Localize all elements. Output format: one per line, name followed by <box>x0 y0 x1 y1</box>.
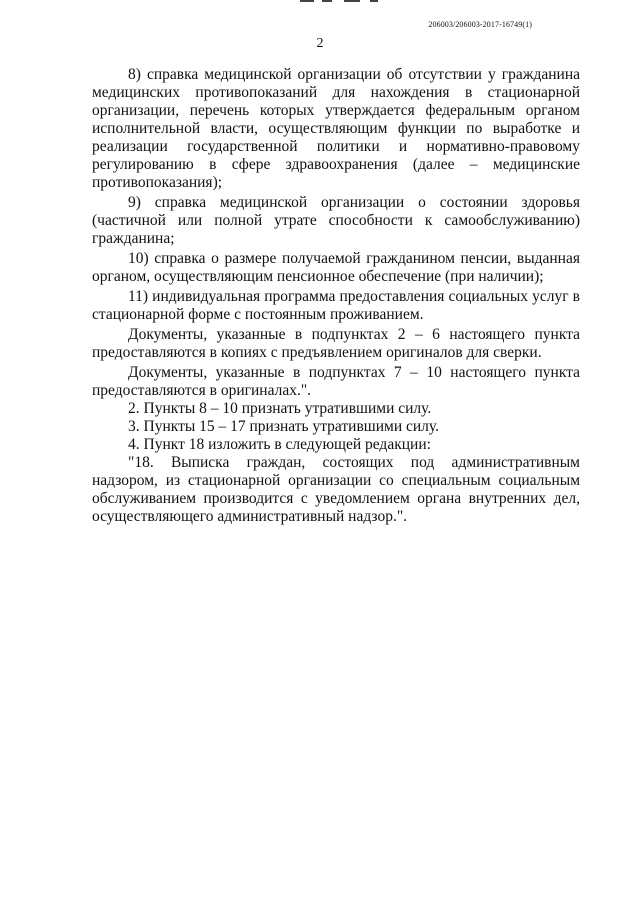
page-number: 2 <box>316 36 324 51</box>
document-number: 206003/206003-2017-16749(1) <box>428 20 532 29</box>
scan-artifact-mark <box>300 0 390 3</box>
paragraph-point-4: 4. Пункт 18 изложить в следующей редакции: <box>128 436 431 453</box>
paragraph-originals-note: Документы, указанные в подпунктах 7 – 10 настоящего пункта предоставляются в оригиналах.". <box>92 364 580 399</box>
paragraph-item-10: 10) справка о размере получаемой гражданином пенсии, выданная органом, осуществляющим пенсионное обеспечение (при наличии); <box>92 250 580 285</box>
document-body <box>92 66 580 526</box>
paragraph-point-18: "18. Выписка граждан, состоящих под административным надзором, из стационарной организации со специальным социальным обслуживанием производится с уведомлением органа внутренних дел, осуществляющего административный надзор.". <box>92 454 580 525</box>
paragraph-point-3: 3. Пункты 15 – 17 признать утратившими силу. <box>128 418 439 435</box>
paragraph-copies-note: Документы, указанные в подпунктах 2 – 6 настоящего пункта предоставляются в копиях с предъявлением оригиналов для сверки. <box>92 326 580 361</box>
paragraph-item-9: 9) справка медицинской организации о состоянии здоровья (частичной или полной утрате способности к самообслуживанию) гражданина; <box>92 194 580 247</box>
paragraph-item-11: 11) индивидуальная программа предоставления социальных услуг в стационарной форме с постоянным проживанием. <box>92 288 580 323</box>
paragraph-point-2: 2. Пункты 8 – 10 признать утратившими силу. <box>128 400 432 417</box>
paragraph-item-8: 8) справка медицинской организации об отсутствии у гражданина медицинских противопоказаний для нахождения в стационарной организации, перечень которых утверждается федеральным органом исполнительной власти, осуществляющим функции по выработке и реализации государственной политики и нормативно-правовому регулированию в сфере здравоохранения (далее – медицинские противопоказания); <box>92 66 580 191</box>
